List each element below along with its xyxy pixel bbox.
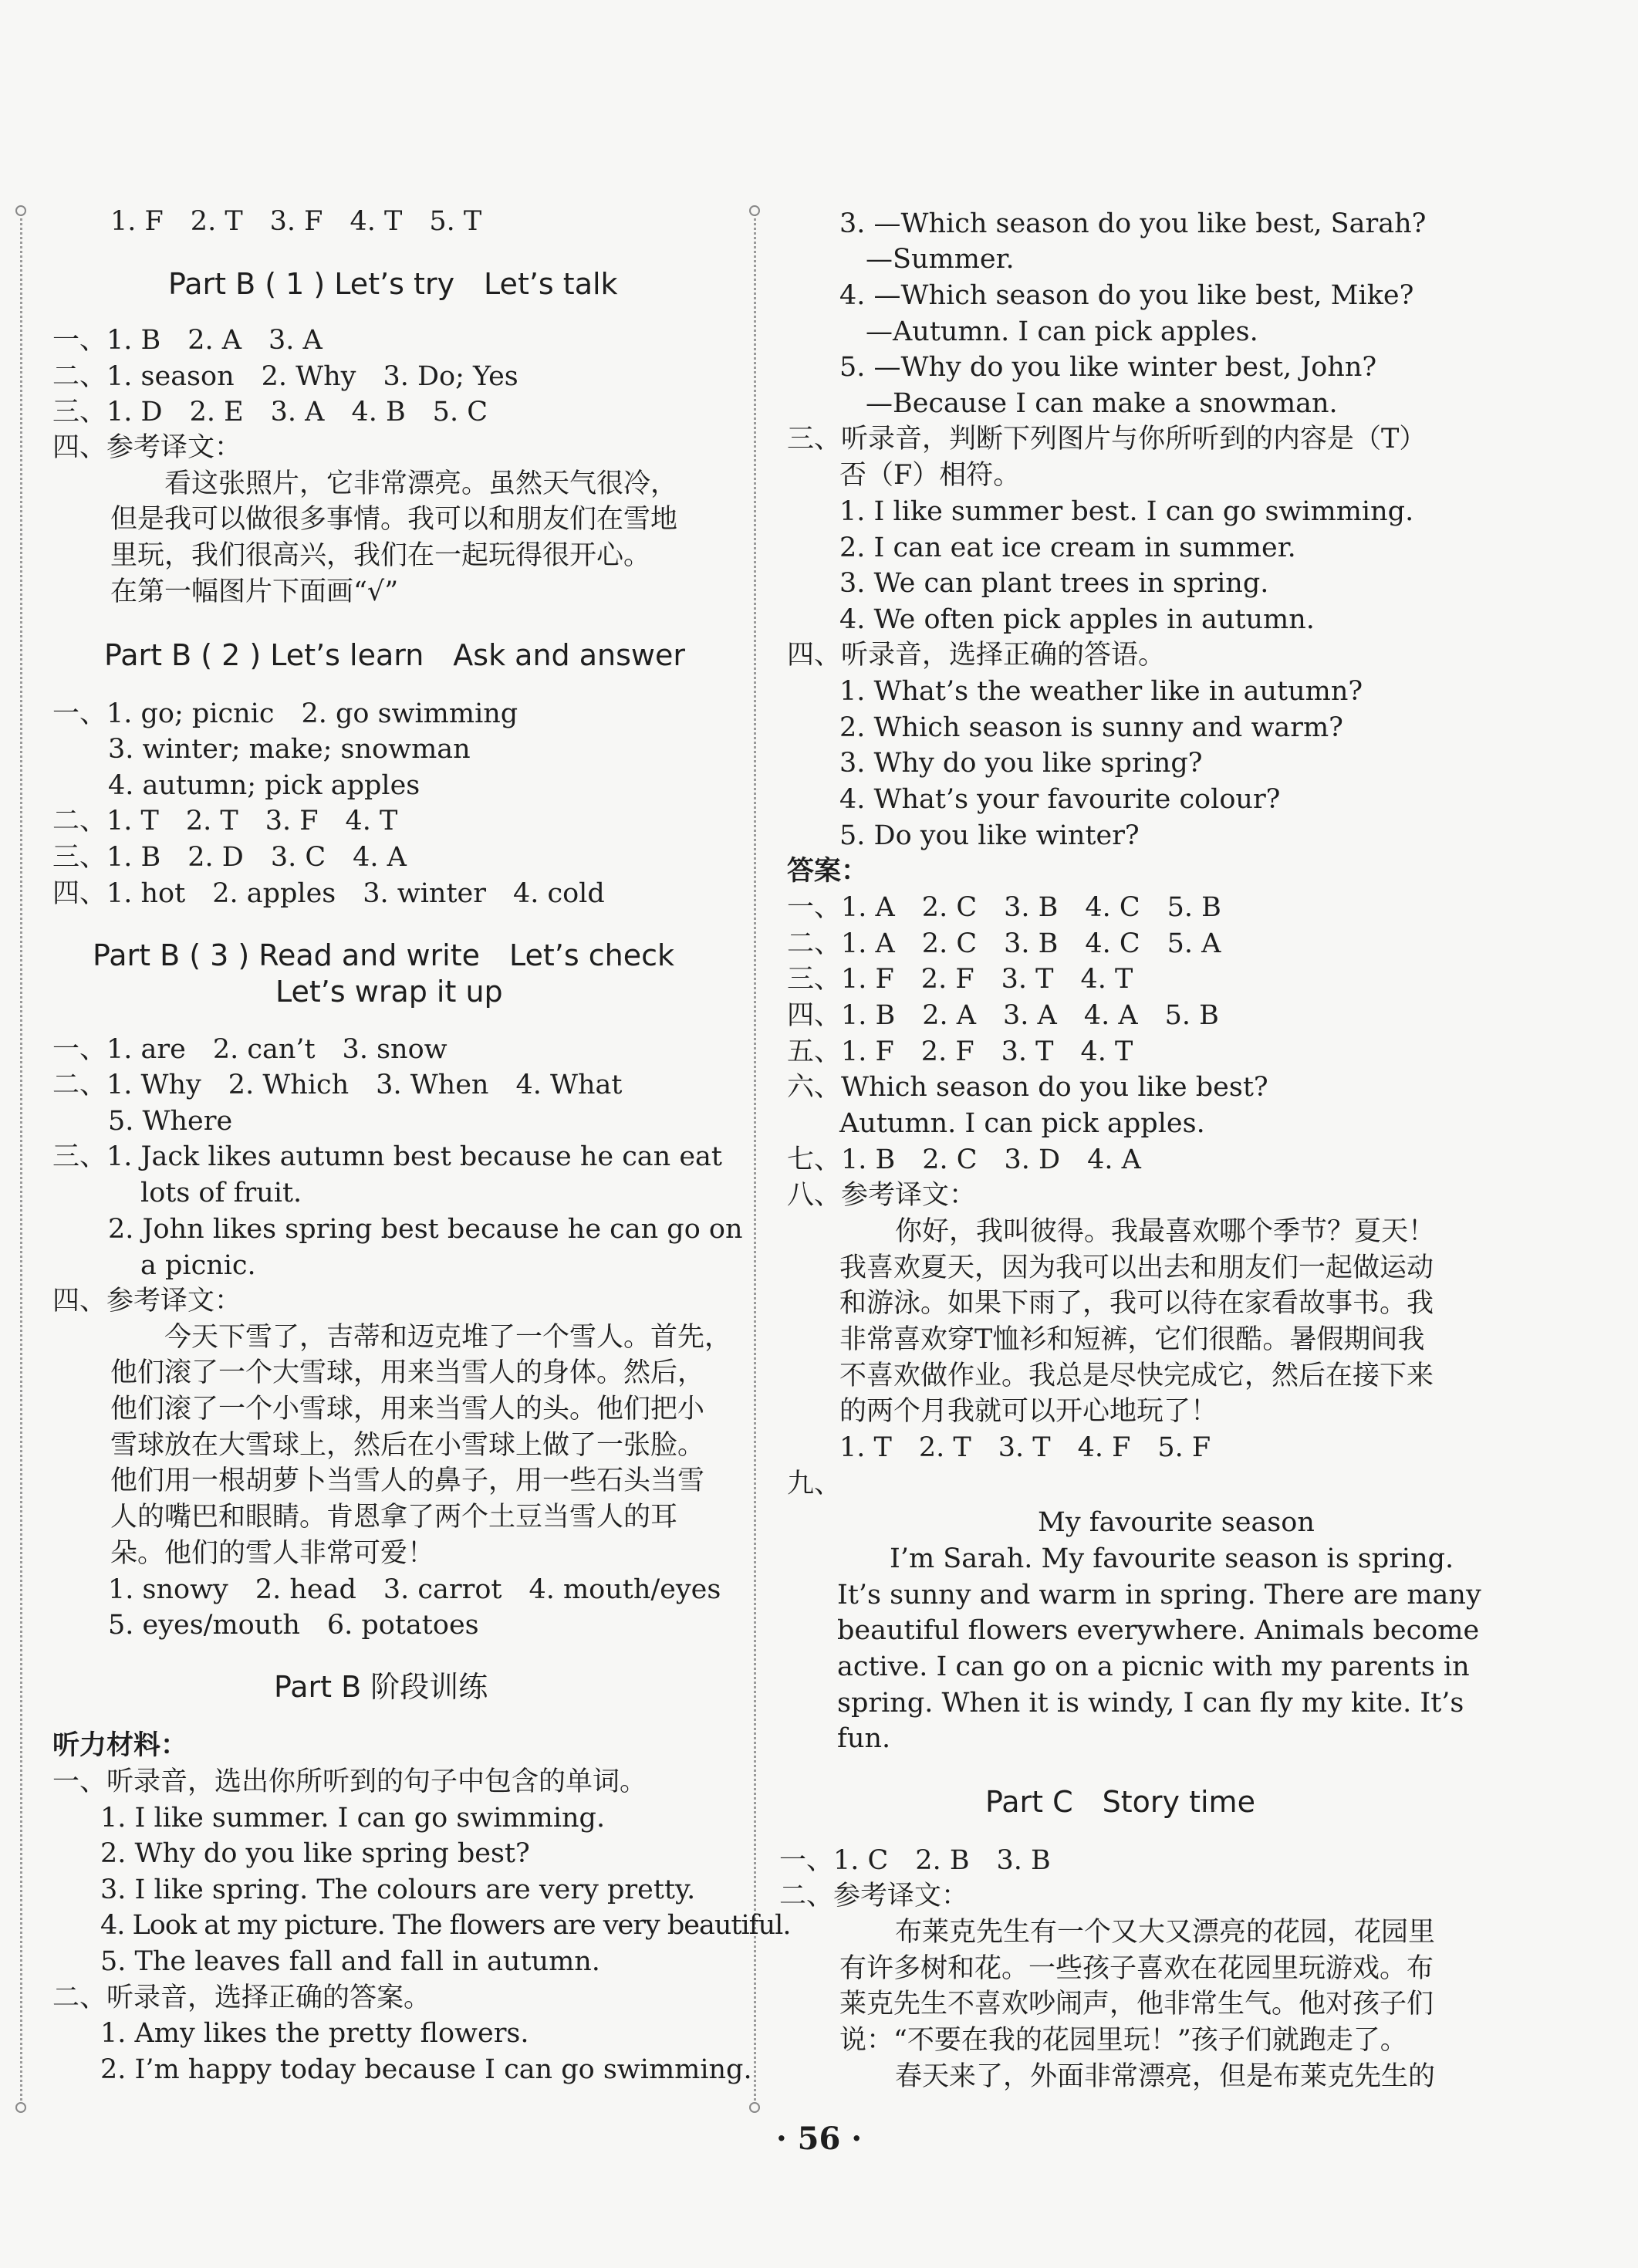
text-line: —Summer.: [866, 244, 1015, 275]
text-line: 三、1. D 2. E 3. A 4. B 5. C: [52, 397, 488, 428]
text-line: 5. —Why do you like winter best, John?: [839, 352, 1377, 383]
text-line: 3. I like spring. The colours are very pretty.: [100, 1874, 696, 1905]
text-line: 说：“不要在我的花园里玩！”孩子们就跑走了。: [839, 2025, 1407, 2056]
text-line: 1. What’s the weather like in autumn?: [839, 676, 1363, 707]
text-line: 1. I like summer. I can go swimming.: [100, 1803, 606, 1834]
text-line: 3. We can plant trees in spring.: [839, 568, 1269, 599]
text-line: lots of fruit.: [140, 1178, 302, 1208]
section-heading: Part B ( 3 ) Read and write Let’s check: [93, 938, 674, 972]
text-line: active. I can go on a picnic with my parents in: [837, 1651, 1470, 1682]
text-line: 今天下雪了，吉蒂和迈克堆了一个雪人。首先，: [164, 1322, 732, 1353]
text-line: 否（F）相符。: [839, 460, 1021, 491]
essay-title: My favourite season: [1038, 1507, 1315, 1538]
center-bottom-ring: [749, 2102, 760, 2113]
text-line: 1. I like summer best. I can go swimming.: [839, 496, 1414, 527]
section-heading: Part B 阶段训练: [274, 1670, 488, 1704]
text-line: 2. Why do you like spring best?: [100, 1838, 530, 1869]
text-line: spring. When it is windy, I can fly my kite. It’s: [837, 1688, 1464, 1719]
text-line: 和游泳。如果下雨了，我可以待在家看故事书。我: [839, 1288, 1434, 1319]
text-line: 二、1. T 2. T 3. F 4. T: [52, 806, 398, 837]
text-line: a picnic.: [140, 1250, 256, 1281]
text-line: 一、听录音，选出你所听到的句子中包含的单词。: [52, 1766, 647, 1797]
text-line: 5. Do you like winter?: [839, 820, 1140, 851]
text-line: 三、1. Jack likes autumn best because he can eat: [52, 1141, 722, 1172]
section-heading: Let’s wrap it up: [275, 975, 503, 1009]
text-line: I’m Sarah. My favourite season is spring.: [890, 1543, 1454, 1574]
text-line: 有许多树和花。一些孩子喜欢在花园里玩游戏。布: [839, 1953, 1434, 1984]
text-line: beautiful flowers everywhere. Animals become: [837, 1615, 1480, 1646]
text-line: 5. eyes/mouth 6. potatoes: [108, 1610, 479, 1641]
text-line: 3. Why do you like spring?: [839, 748, 1203, 779]
text-line: 5. The leaves fall and fall in autumn.: [100, 1946, 600, 1977]
left-margin-dotted-line: [20, 208, 22, 2107]
text-line: 1. T 2. T 3. T 4. F 5. F: [839, 1432, 1211, 1463]
text-line: 4. —Which season do you like best, Mike?: [839, 280, 1414, 311]
text-line: 五、1. F 2. F 3. T 4. T: [787, 1036, 1133, 1067]
text-line: 不喜欢做作业。我总是尽快完成它，然后在接下来: [839, 1360, 1434, 1391]
text-line: 四、1. hot 2. apples 3. winter 4. cold: [52, 878, 605, 909]
left-margin-top-ring: [15, 205, 26, 216]
text-line: 但是我可以做很多事情。我可以和朋友们在雪地: [110, 504, 678, 535]
text-line: 六、Which season do you like best?: [787, 1072, 1268, 1103]
text-line: 5. Where: [108, 1106, 233, 1137]
page-number: · 56 ·: [775, 2121, 863, 2157]
text-line: 一、1. C 2. B 3. B: [779, 1845, 1051, 1876]
section-heading: Part C Story time: [985, 1785, 1255, 1819]
text-line: 朵。他们的雪人非常可爱！: [110, 1538, 435, 1569]
text-line: Autumn. I can pick apples.: [839, 1108, 1205, 1139]
text-line: 里玩，我们很高兴，我们在一起玩得很开心。: [110, 540, 651, 571]
text-line: 他们用一根胡萝卜当雪人的鼻子，用一些石头当雪: [110, 1465, 705, 1496]
text-line: It’s sunny and warm in spring. There are many: [837, 1580, 1481, 1611]
text-line: fun.: [837, 1723, 891, 1754]
text-line: 一、1. go; picnic 2. go swimming: [52, 698, 518, 729]
text-line: 莱克先生不喜欢吵闹声，他非常生气。他对孩子们: [839, 1989, 1434, 2020]
text-line: 4. autumn; pick apples: [108, 770, 420, 801]
text-line: 2. I can eat ice cream in summer.: [839, 532, 1296, 563]
text-line: 1. F 2. T 3. F 4. T 5. T: [110, 206, 482, 237]
text-line: 他们滚了一个大雪球，用来当雪人的身体。然后，: [110, 1357, 705, 1388]
text-line: 二、参考译文：: [779, 1881, 969, 1911]
text-line: 2. John likes spring best because he can go on: [108, 1214, 743, 1245]
text-line: 3. winter; make; snowman: [108, 734, 471, 765]
text-line: 三、1. B 2. D 3. C 4. A: [52, 842, 407, 873]
text-line: 四、1. B 2. A 3. A 4. A 5. B: [787, 1000, 1219, 1031]
text-line: 八、参考译文：: [787, 1180, 977, 1211]
text-line: 看这张照片，它非常漂亮。虽然天气很冷，: [164, 468, 678, 499]
text-line: 的两个月我就可以开心地玩了！: [839, 1396, 1218, 1427]
text-line: 2. Which season is sunny and warm?: [839, 712, 1343, 743]
text-line: 4. We often pick apples in autumn.: [839, 604, 1315, 635]
text-line: 一、1. are 2. can’t 3. snow: [52, 1034, 447, 1065]
text-line: 三、听录音，判断下列图片与你所听到的内容是（T）: [787, 424, 1427, 455]
text-line: 4. What’s your favourite colour?: [839, 784, 1281, 815]
center-dotted-line: [754, 208, 756, 2107]
text-line: 在第一幅图片下面画“√”: [110, 576, 399, 607]
text-line: 一、1. B 2. A 3. A: [52, 325, 323, 356]
text-line: —Because I can make a snowman.: [866, 388, 1338, 419]
text-line: 雪球放在大雪球上，然后在小雪球上做了一张脸。: [110, 1430, 705, 1461]
text-line: 2. I’m happy today because I can go swimming.: [100, 2054, 752, 2085]
text-line: 七、1. B 2. C 3. D 4. A: [787, 1144, 1141, 1175]
text-line: 布莱克先生有一个又大又漂亮的花园，花园里: [895, 1917, 1436, 1948]
text-line: 四、听录音，选择正确的答语。: [787, 640, 1166, 671]
text-line: 4. Look at my picture. The flowers are very beautiful.: [100, 1910, 791, 1941]
text-line: 人的嘴巴和眼睛。肯恩拿了两个土豆当雪人的耳: [110, 1502, 678, 1533]
text-line: 我喜欢夏天，因为我可以出去和朋友们一起做运动: [839, 1252, 1434, 1283]
text-line: 你好，我叫彼得。我最喜欢哪个季节？夏天！: [895, 1216, 1436, 1247]
section-heading: Part B ( 2 ) Let’s learn Ask and answer: [104, 638, 686, 672]
text-line: 听力材料：: [52, 1729, 188, 1761]
text-line: —Autumn. I can pick apples.: [866, 316, 1258, 347]
text-line: 一、1. A 2. C 3. B 4. C 5. B: [787, 892, 1221, 923]
text-line: 九、: [787, 1469, 842, 1499]
left-margin-bottom-ring: [15, 2102, 26, 2113]
text-line: 1. Amy likes the pretty flowers.: [100, 2018, 529, 2049]
text-line: 四、参考译文：: [52, 1286, 242, 1317]
text-line: 二、1. A 2. C 3. B 4. C 5. A: [787, 928, 1221, 959]
text-line: 答案：: [787, 855, 869, 887]
text-line: 三、1. F 2. F 3. T 4. T: [787, 964, 1133, 995]
text-line: 1. snowy 2. head 3. carrot 4. mouth/eyes: [108, 1574, 721, 1605]
text-line: 3. —Which season do you like best, Sarah?: [839, 208, 1427, 239]
text-line: 二、听录音，选择正确的答案。: [52, 1982, 431, 2013]
text-line: 春天来了，外面非常漂亮，但是布莱克先生的: [895, 2061, 1436, 2092]
text-line: 二、1. Why 2. Which 3. When 4. What: [52, 1070, 623, 1100]
text-line: 非常喜欢穿T恤衫和短裤，它们很酷。暑假期间我: [839, 1324, 1425, 1355]
text-line: 四、参考译文：: [52, 432, 242, 463]
center-top-ring: [749, 205, 760, 216]
text-line: 他们滚了一个小雪球，用来当雪人的头。他们把小: [110, 1394, 705, 1425]
section-heading: Part B ( 1 ) Let’s try Let’s talk: [168, 267, 618, 301]
text-line: 二、1. season 2. Why 3. Do; Yes: [52, 361, 518, 392]
